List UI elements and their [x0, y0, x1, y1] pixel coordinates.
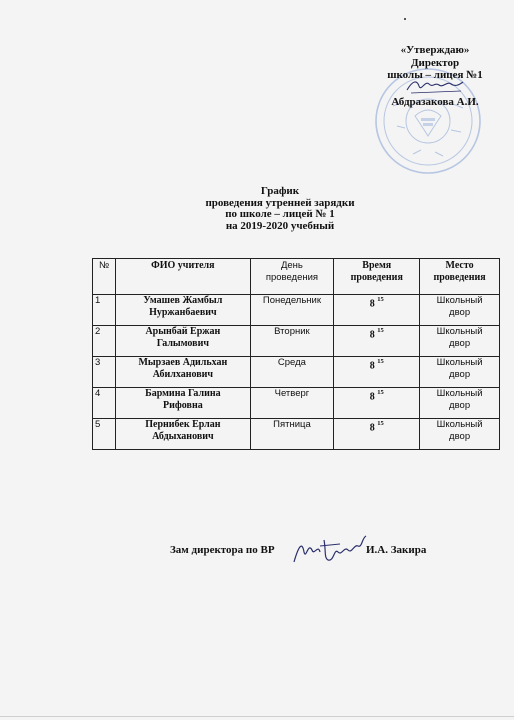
row-time: 8 $^{15}$ [334, 357, 420, 388]
table-row [93, 419, 500, 450]
row-num: 4 [93, 388, 116, 419]
row-num: 2 [93, 326, 116, 357]
deputy-signature-icon [290, 532, 370, 566]
title-line-4: на 2019-2020 учебный [225, 219, 335, 232]
scan-speck [404, 18, 406, 20]
row-teacher: Мырзаев Адильхан Абилханович [116, 357, 250, 388]
schedule-table [92, 258, 500, 450]
deputy-role: Зам директора по ВР [170, 544, 275, 556]
row-num: 5 [93, 419, 116, 450]
row-time: 8 $^{15}$ [334, 295, 420, 326]
row-place: Школьный двор [420, 295, 500, 326]
deputy-name: И.А. Закира [366, 544, 427, 556]
row-place: Школьный двор [420, 326, 500, 357]
title-line-2: проведения утренней зарядки [205, 196, 355, 209]
approval-director-name: Абдразакова А.И. [391, 96, 479, 108]
title-line-3: по школе – лицей № 1 [225, 208, 335, 220]
title-line-1: График [260, 185, 300, 197]
row-place: Школьный двор [420, 419, 500, 450]
header-num: № [93, 259, 116, 295]
row-time: 8 $^{15}$ [334, 419, 420, 450]
row-day: Четверг [250, 388, 334, 419]
table-row [93, 295, 500, 326]
row-time: 8 $^{15}$ [334, 326, 420, 357]
row-teacher: Арынбай Ержан Галымович [116, 326, 250, 357]
row-num: 1 [93, 295, 116, 326]
approval-position: Директор [410, 56, 460, 69]
header-time: Время проведения [334, 259, 420, 295]
header-day: День проведения [250, 259, 334, 295]
table-row [93, 357, 500, 388]
row-teacher: Умашев Жамбыл Нуржанбаевич [116, 295, 250, 326]
approval-block [360, 44, 510, 108]
row-teacher: Бармина Галина Рифовна [116, 388, 250, 419]
approval-school: школы – лицея №1 [387, 69, 483, 81]
header-name: ФИО учителя [116, 259, 250, 295]
table-row [93, 326, 500, 357]
scan-edge-divider [0, 716, 514, 717]
table-header-row [93, 259, 500, 295]
row-num: 3 [93, 357, 116, 388]
row-place: Школьный двор [420, 388, 500, 419]
row-day: Понедельник [250, 295, 334, 326]
row-time: 8 $^{15}$ [334, 388, 420, 419]
document-title [150, 186, 410, 232]
row-day: Пятница [250, 419, 334, 450]
header-place: Место проведения [420, 259, 500, 295]
table-row [93, 388, 500, 419]
row-day: Среда [250, 357, 334, 388]
approval-heading: «Утверждаю» [400, 44, 470, 56]
row-place: Школьный двор [420, 357, 500, 388]
row-teacher: Пернибек Ерлан Абдыханович [116, 419, 250, 450]
row-day: Вторник [250, 326, 334, 357]
